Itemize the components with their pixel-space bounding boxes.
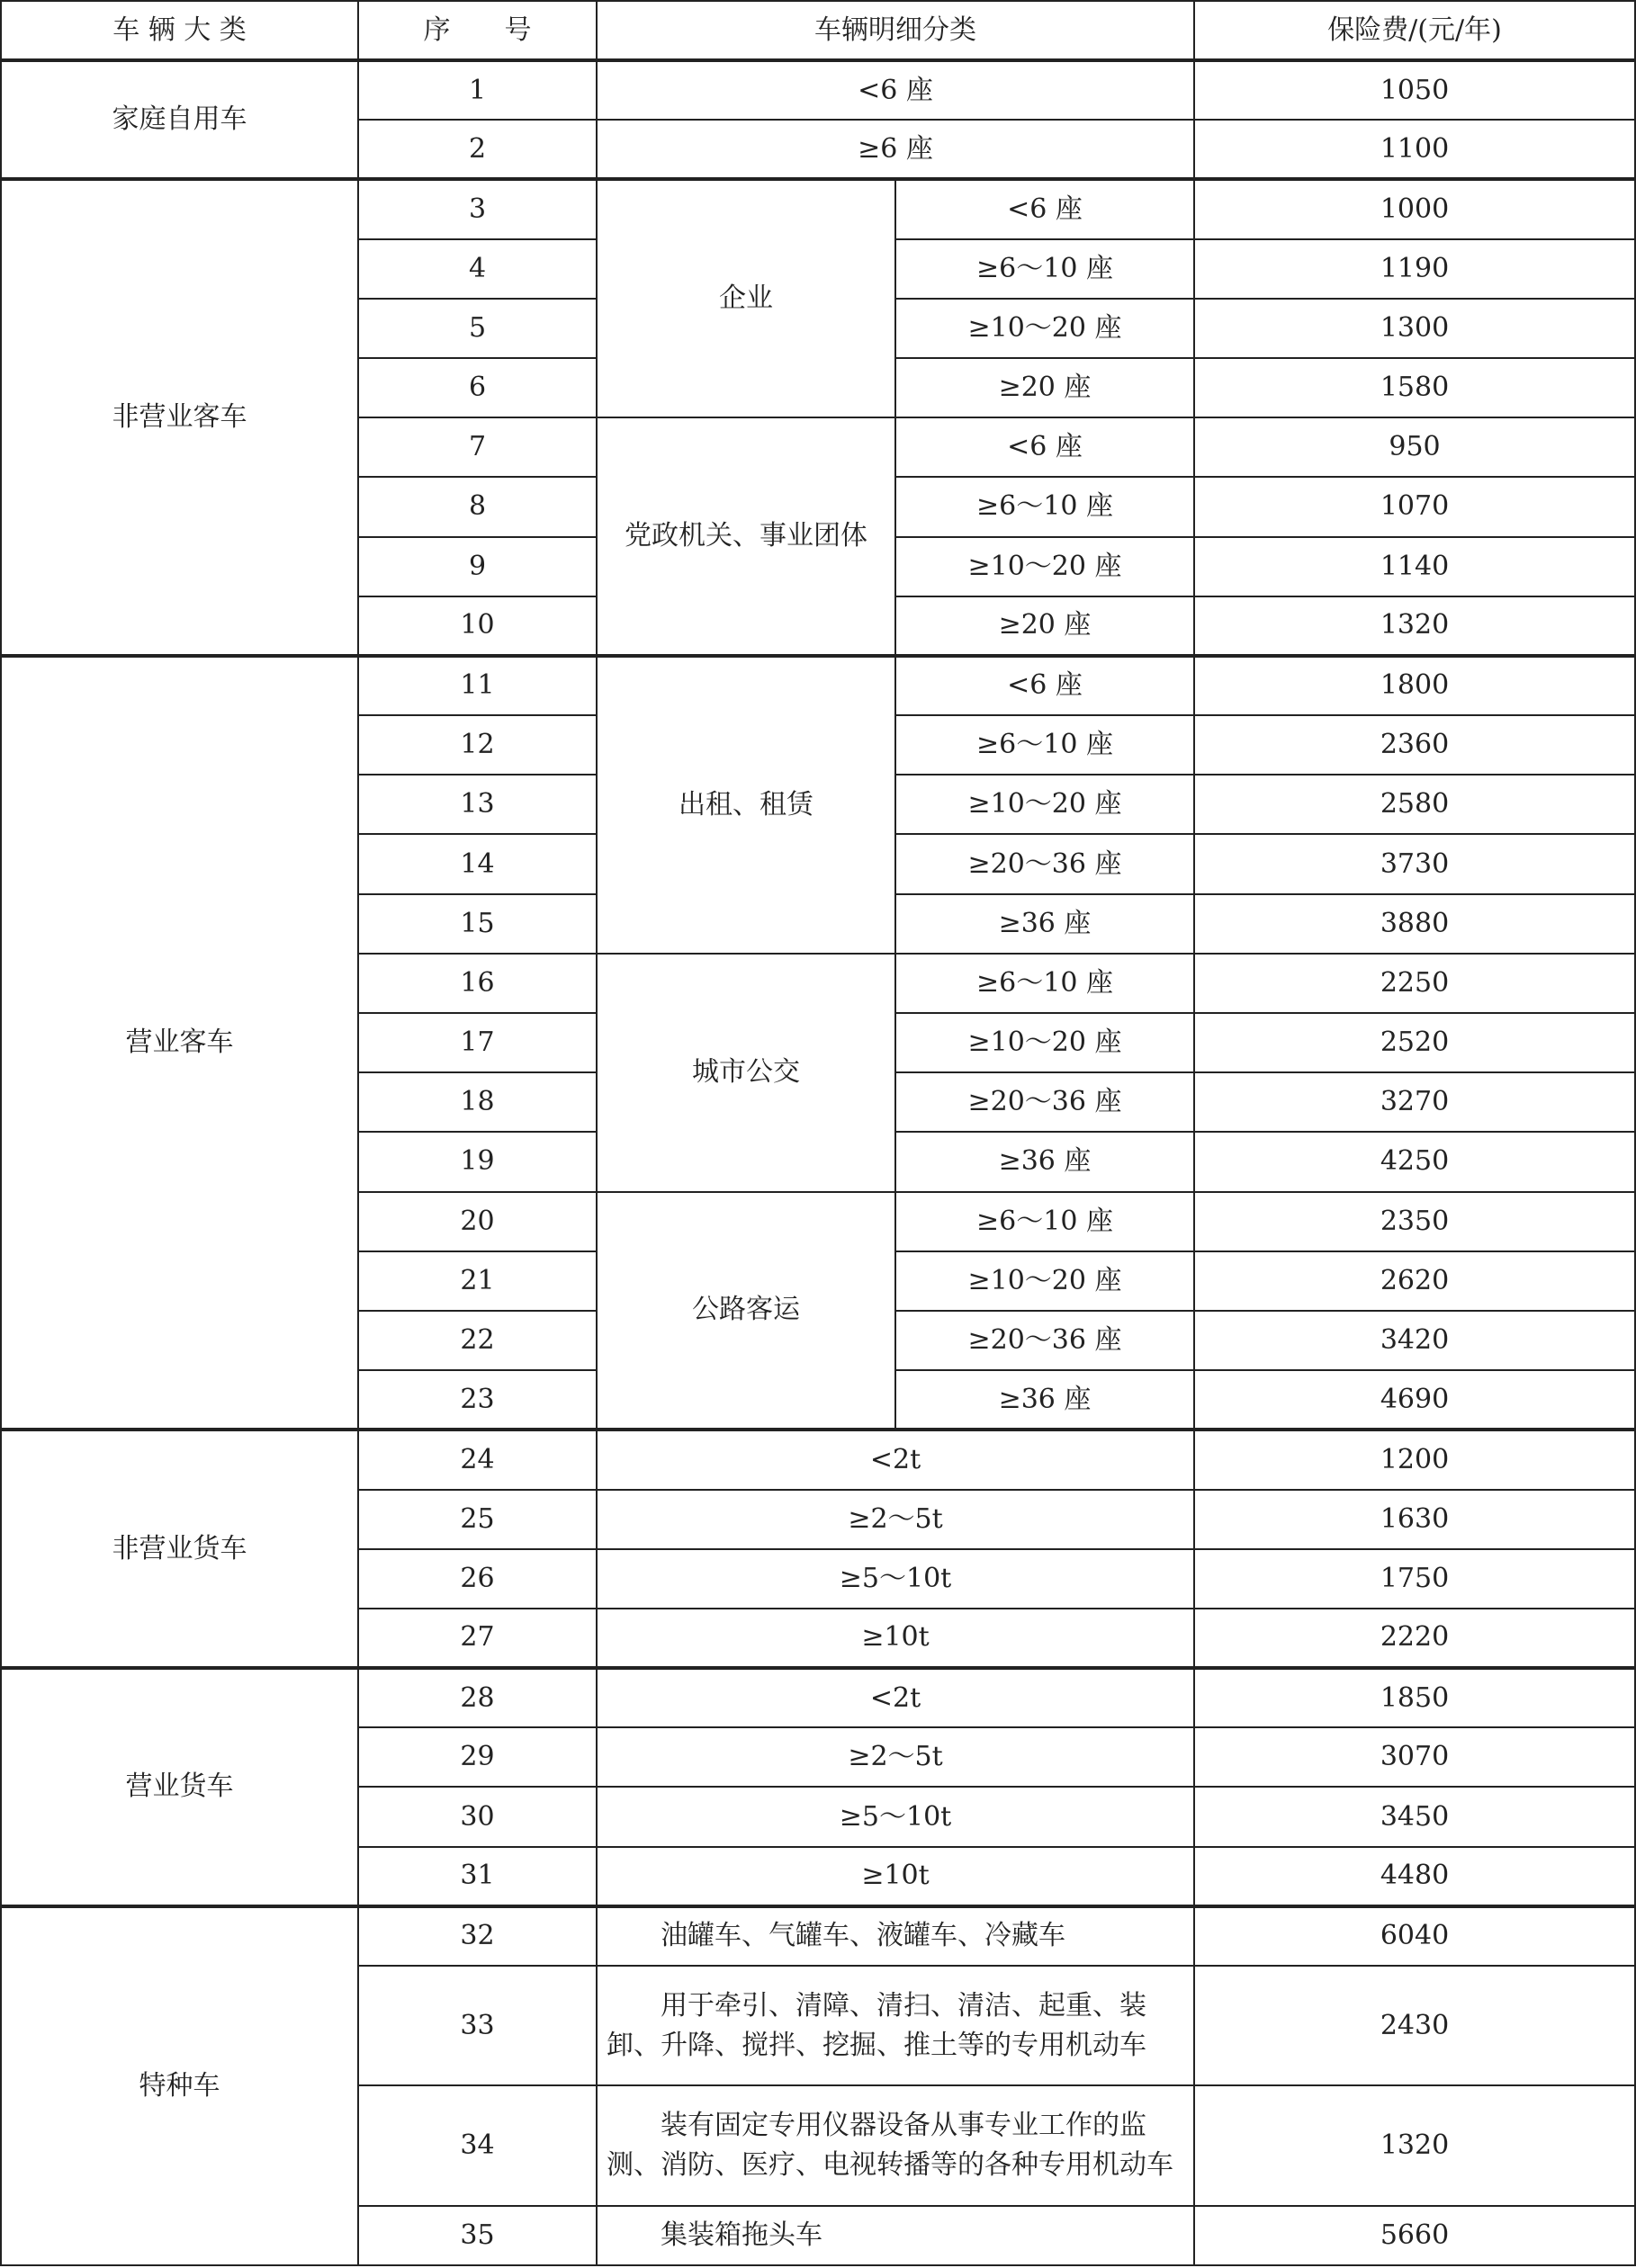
detail-cell: ≥10～20 座: [895, 775, 1194, 834]
number-cell: 3: [358, 179, 597, 238]
premium-cell: 2250: [1194, 954, 1635, 1013]
premium-cell: 1190: [1194, 239, 1635, 299]
detail-cell: ≥2～5t: [597, 1490, 1194, 1549]
premium-cell: 4480: [1194, 1847, 1635, 1906]
premium-cell: 4250: [1194, 1132, 1635, 1191]
premium-cell: 1070: [1194, 477, 1635, 536]
number-cell: 10: [358, 596, 597, 656]
number-cell: 6: [358, 358, 597, 417]
detail-cell: ≥10～20 座: [895, 537, 1194, 596]
number-cell: 28: [358, 1668, 597, 1727]
detail-cell: 用于牵引、清障、清扫、清洁、起重、装卸、升降、搅拌、挖掘、推土等的专用机动车: [597, 1966, 1194, 2085]
header-number: 序 号: [358, 1, 597, 60]
premium-cell: 1320: [1194, 596, 1635, 656]
number-cell: 12: [358, 715, 597, 775]
number-cell: 9: [358, 537, 597, 596]
number-cell: 20: [358, 1192, 597, 1251]
detail-cell: ≥36 座: [895, 894, 1194, 954]
number-cell: 21: [358, 1251, 597, 1311]
detail-cell: <2t: [597, 1430, 1194, 1489]
detail-cell: 装有固定专用仪器设备从事专业工作的监测、消防、医疗、电视转播等的各种专用机动车: [597, 2085, 1194, 2205]
number-cell: 4: [358, 239, 597, 299]
detail-cell: ≥6～10 座: [895, 954, 1194, 1013]
category-cell: 特种车: [1, 1906, 358, 2265]
subcategory-cell: 公路客运: [597, 1192, 895, 1430]
number-cell: 8: [358, 477, 597, 536]
premium-cell: 2620: [1194, 1251, 1635, 1311]
detail-cell: ≥5～10t: [597, 1549, 1194, 1609]
category-cell: 营业货车: [1, 1668, 358, 1906]
premium-cell: 2430: [1194, 1966, 1635, 2085]
premium-cell: 1100: [1194, 120, 1635, 179]
detail-cell: ≥10t: [597, 1847, 1194, 1906]
number-cell: 29: [358, 1727, 597, 1787]
detail-cell: ≥6～10 座: [895, 1192, 1194, 1251]
premium-cell: 3450: [1194, 1787, 1635, 1846]
detail-cell: ≥5～10t: [597, 1787, 1194, 1846]
premium-cell: 2520: [1194, 1013, 1635, 1072]
detail-cell: ≥6～10 座: [895, 715, 1194, 775]
table-row: [1, 656, 1635, 715]
number-cell: 2: [358, 120, 597, 179]
group-business-bus: [1, 656, 1635, 1430]
subcategory-cell: 党政机关、事业团体: [597, 417, 895, 656]
number-cell: 25: [358, 1490, 597, 1549]
premium-cell: 1750: [1194, 1549, 1635, 1609]
detail-cell: <6 座: [895, 417, 1194, 477]
group-business-truck: [1, 1668, 1635, 1906]
group-nonbusiness-truck: [1, 1430, 1635, 1668]
premium-cell: 1050: [1194, 60, 1635, 120]
premium-cell: 3070: [1194, 1727, 1635, 1787]
premium-cell: 1140: [1194, 537, 1635, 596]
number-cell: 15: [358, 894, 597, 954]
table-row: [1, 1668, 1635, 1727]
group-special: [1, 1906, 1635, 2265]
group-family: [1, 60, 1635, 179]
number-cell: 7: [358, 417, 597, 477]
table-row: [1, 60, 1635, 120]
table-row: [1, 1906, 1635, 1966]
detail-cell: ≥10t: [597, 1609, 1194, 1668]
premium-cell: 1800: [1194, 656, 1635, 715]
number-cell: 23: [358, 1370, 597, 1430]
detail-cell: ≥10～20 座: [895, 1251, 1194, 1311]
detail-cell: ≥6～10 座: [895, 239, 1194, 299]
premium-cell: 2220: [1194, 1609, 1635, 1668]
number-cell: 14: [358, 834, 597, 893]
premium-cell: 2360: [1194, 715, 1635, 775]
detail-cell: <6 座: [895, 656, 1194, 715]
number-cell: 16: [358, 954, 597, 1013]
number-cell: 26: [358, 1549, 597, 1609]
number-cell: 13: [358, 775, 597, 834]
premium-cell: 1300: [1194, 299, 1635, 358]
number-cell: 31: [358, 1847, 597, 1906]
number-cell: 11: [358, 656, 597, 715]
premium-cell: 1630: [1194, 1490, 1635, 1549]
premium-cell: 950: [1194, 417, 1635, 477]
premium-cell: 2580: [1194, 775, 1635, 834]
category-cell: 家庭自用车: [1, 60, 358, 179]
detail-cell: <2t: [597, 1668, 1194, 1727]
premium-cell: 4690: [1194, 1370, 1635, 1430]
premium-cell: 1580: [1194, 358, 1635, 417]
premium-cell: 1320: [1194, 2085, 1635, 2205]
detail-cell: ≥20～36 座: [895, 1072, 1194, 1132]
category-cell: 营业客车: [1, 656, 358, 1430]
number-cell: 19: [358, 1132, 597, 1191]
premium-cell: 1200: [1194, 1430, 1635, 1489]
number-cell: 32: [358, 1906, 597, 1966]
number-cell: 22: [358, 1311, 597, 1370]
header-row: [1, 1, 1635, 60]
detail-cell: 集装箱拖头车: [597, 2206, 1194, 2265]
detail-cell: ≥36 座: [895, 1132, 1194, 1191]
subcategory-cell: 出租、租赁: [597, 656, 895, 954]
detail-cell: ≥20～36 座: [895, 1311, 1194, 1370]
number-cell: 5: [358, 299, 597, 358]
subcategory-cell: 城市公交: [597, 954, 895, 1192]
detail-cell: <6 座: [895, 179, 1194, 238]
number-cell: 17: [358, 1013, 597, 1072]
detail-cell: ≥10～20 座: [895, 1013, 1194, 1072]
premium-cell: 3880: [1194, 894, 1635, 954]
category-cell: 非营业货车: [1, 1430, 358, 1668]
number-cell: 1: [358, 60, 597, 120]
number-cell: 34: [358, 2085, 597, 2205]
number-cell: 27: [358, 1609, 597, 1668]
detail-cell: ≥10～20 座: [895, 299, 1194, 358]
premium-cell: 2350: [1194, 1192, 1635, 1251]
subcategory-cell: 企业: [597, 179, 895, 417]
premium-cell: 3420: [1194, 1311, 1635, 1370]
table-row: [1, 179, 1635, 238]
premium-cell: 6040: [1194, 1906, 1635, 1966]
number-cell: 24: [358, 1430, 597, 1489]
premium-cell: 3730: [1194, 834, 1635, 893]
premium-cell: 1000: [1194, 179, 1635, 238]
header-category: 车 辆 大 类: [1, 1, 358, 60]
header-detail: 车辆明细分类: [597, 1, 1194, 60]
header-premium: 保险费/(元/年): [1194, 1, 1635, 60]
premium-cell: 1850: [1194, 1668, 1635, 1727]
detail-cell: ≥20～36 座: [895, 834, 1194, 893]
premium-cell: 5660: [1194, 2206, 1635, 2265]
detail-cell: ≥36 座: [895, 1370, 1194, 1430]
detail-cell: ≥2～5t: [597, 1727, 1194, 1787]
detail-cell: ≥6～10 座: [895, 477, 1194, 536]
table-row: [1, 1430, 1635, 1489]
detail-cell: ≥6 座: [597, 120, 1194, 179]
group-nonbusiness-bus: [1, 179, 1635, 656]
detail-cell: ≥20 座: [895, 596, 1194, 656]
number-cell: 30: [358, 1787, 597, 1846]
detail-cell: ≥20 座: [895, 358, 1194, 417]
number-cell: 35: [358, 2206, 597, 2265]
number-cell: 18: [358, 1072, 597, 1132]
detail-cell: <6 座: [597, 60, 1194, 120]
number-cell: 33: [358, 1966, 597, 2085]
category-cell: 非营业客车: [1, 179, 358, 656]
premium-cell: 3270: [1194, 1072, 1635, 1132]
detail-cell: 油罐车、气罐车、液罐车、冷藏车: [597, 1906, 1194, 1966]
